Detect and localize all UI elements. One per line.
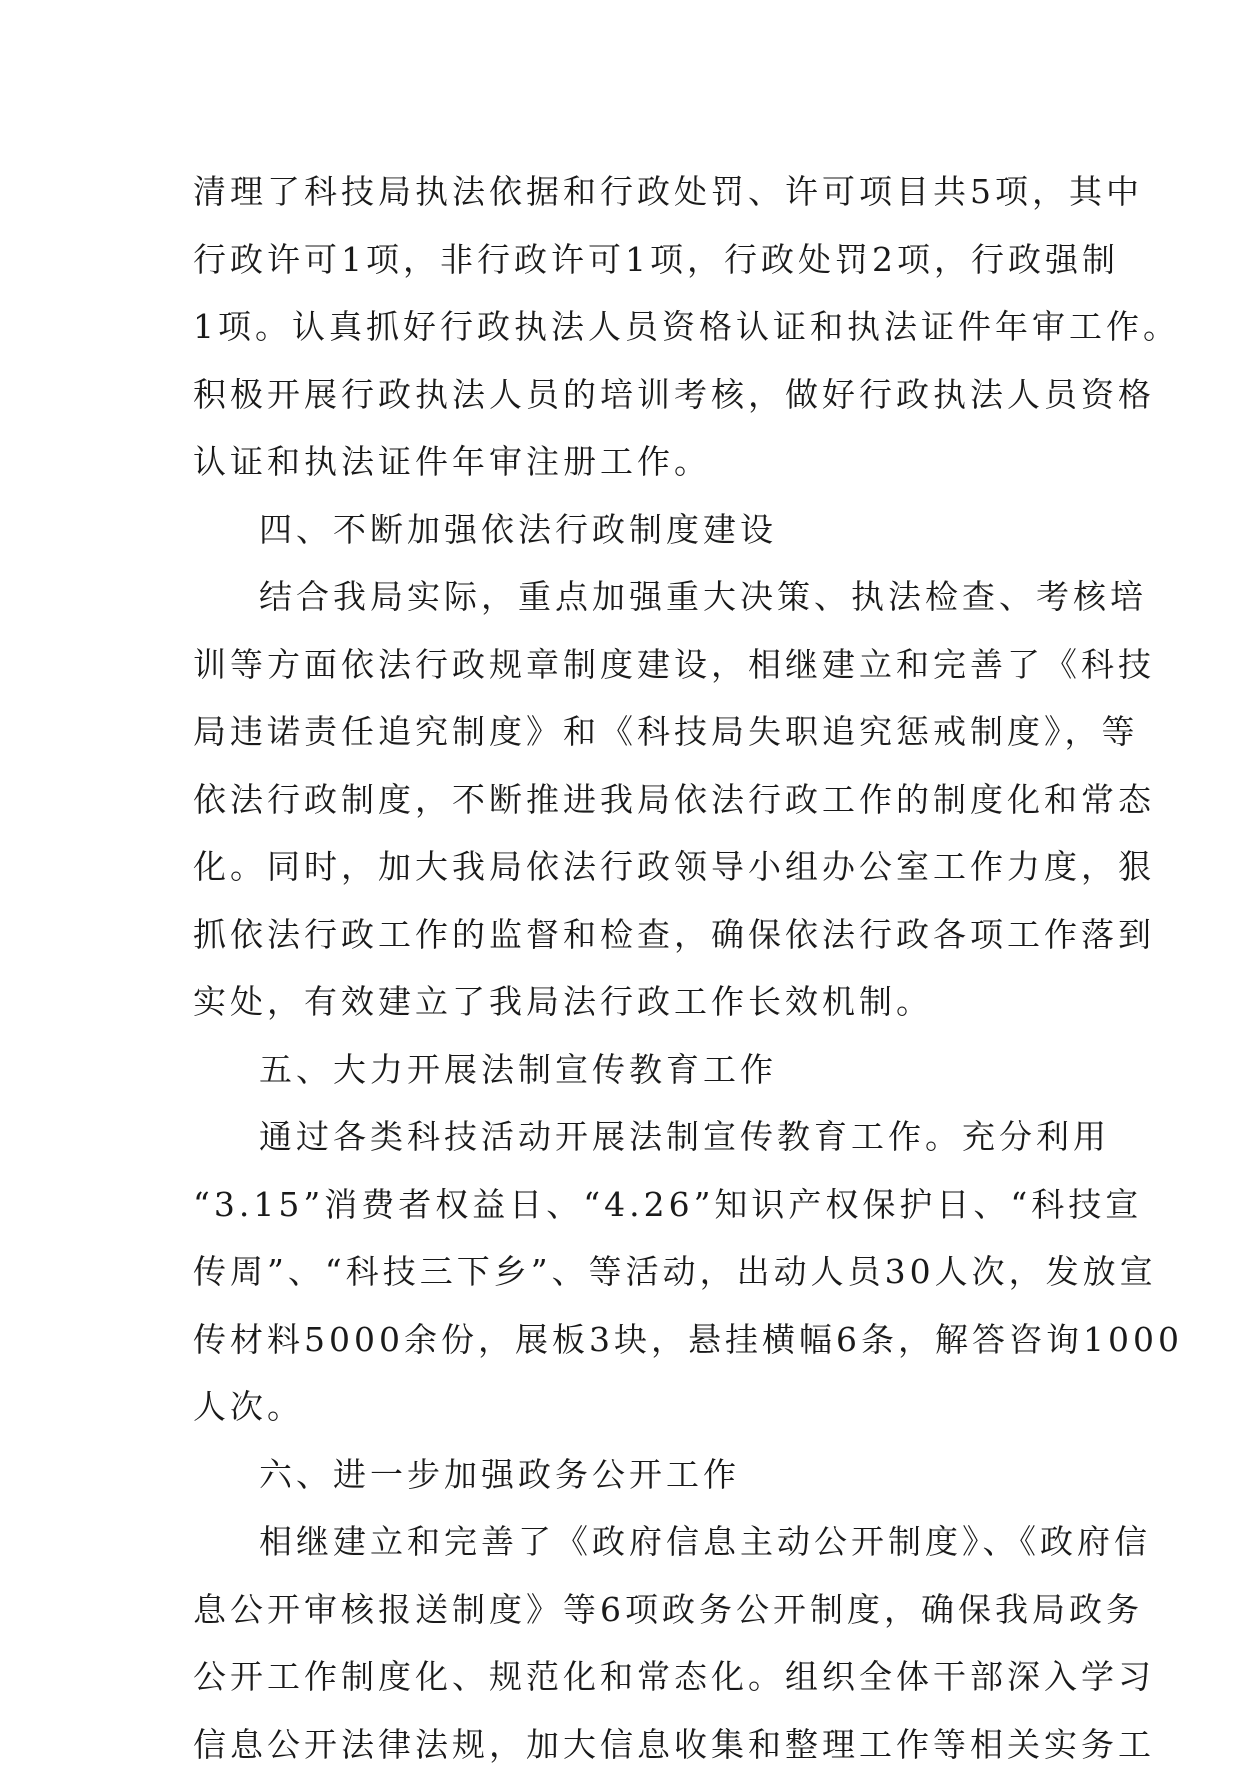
body-line: 公开工作制度化、规范化和常态化。组织全体干部深入学习 xyxy=(193,1643,1053,1711)
body-line: 训等方面依法行政规章制度建设，相继建立和完善了《科技 xyxy=(193,631,1053,699)
paragraph-first-line: 结合我局实际，重点加强重大决策、执法检查、考核培 xyxy=(193,563,1053,631)
body-line: 抓依法行政工作的监督和检查，确保依法行政各项工作落到 xyxy=(193,901,1053,969)
section-heading-6: 六、进一步加强政务公开工作 xyxy=(193,1441,1053,1509)
body-line: 实处，有效建立了我局法行政工作长效机制。 xyxy=(193,968,1053,1036)
body-line: “3.15”消费者权益日、“4.26”知识产权保护日、“科技宣 xyxy=(193,1171,1053,1239)
body-line: 清理了科技局执法依据和行政处罚、许可项目共5项，其中 xyxy=(193,158,1053,226)
document-body xyxy=(193,158,1053,1778)
paragraph-first-line: 通过各类科技活动开展法制宣传教育工作。充分利用 xyxy=(193,1103,1053,1171)
body-line: 人次。 xyxy=(193,1373,1053,1441)
body-line: 积极开展行政执法人员的培训考核，做好行政执法人员资格 xyxy=(193,361,1053,429)
paragraph-first-line: 相继建立和完善了《政府信息主动公开制度》、《政府信 xyxy=(193,1508,1053,1576)
body-line: 信息公开法律法规，加大信息收集和整理工作等相关实务工 xyxy=(193,1711,1053,1778)
body-line: 行政许可1项，非行政许可1项，行政处罚2项，行政强制 xyxy=(193,226,1053,294)
body-line: 息公开审核报送制度》等6项政务公开制度，确保我局政务 xyxy=(193,1576,1053,1644)
section-heading-5: 五、大力开展法制宣传教育工作 xyxy=(193,1036,1053,1104)
body-line: 认证和执法证件年审注册工作。 xyxy=(193,428,1053,496)
body-line: 化。同时，加大我局依法行政领导小组办公室工作力度，狠 xyxy=(193,833,1053,901)
body-line: 依法行政制度，不断推进我局依法行政工作的制度化和常态 xyxy=(193,766,1053,834)
body-line: 1项。认真抓好行政执法人员资格认证和执法证件年审工作。 xyxy=(193,293,1053,361)
section-heading-4: 四、不断加强依法行政制度建设 xyxy=(193,496,1053,564)
body-line: 传材料5000余份，展板3块，悬挂横幅6条，解答咨询1000 xyxy=(193,1306,1053,1374)
body-line: 传周”、“科技三下乡”、等活动，出动人员30人次，发放宣 xyxy=(193,1238,1053,1306)
body-line: 局违诺责任追究制度》和《科技局失职追究惩戒制度》，等 xyxy=(193,698,1053,766)
